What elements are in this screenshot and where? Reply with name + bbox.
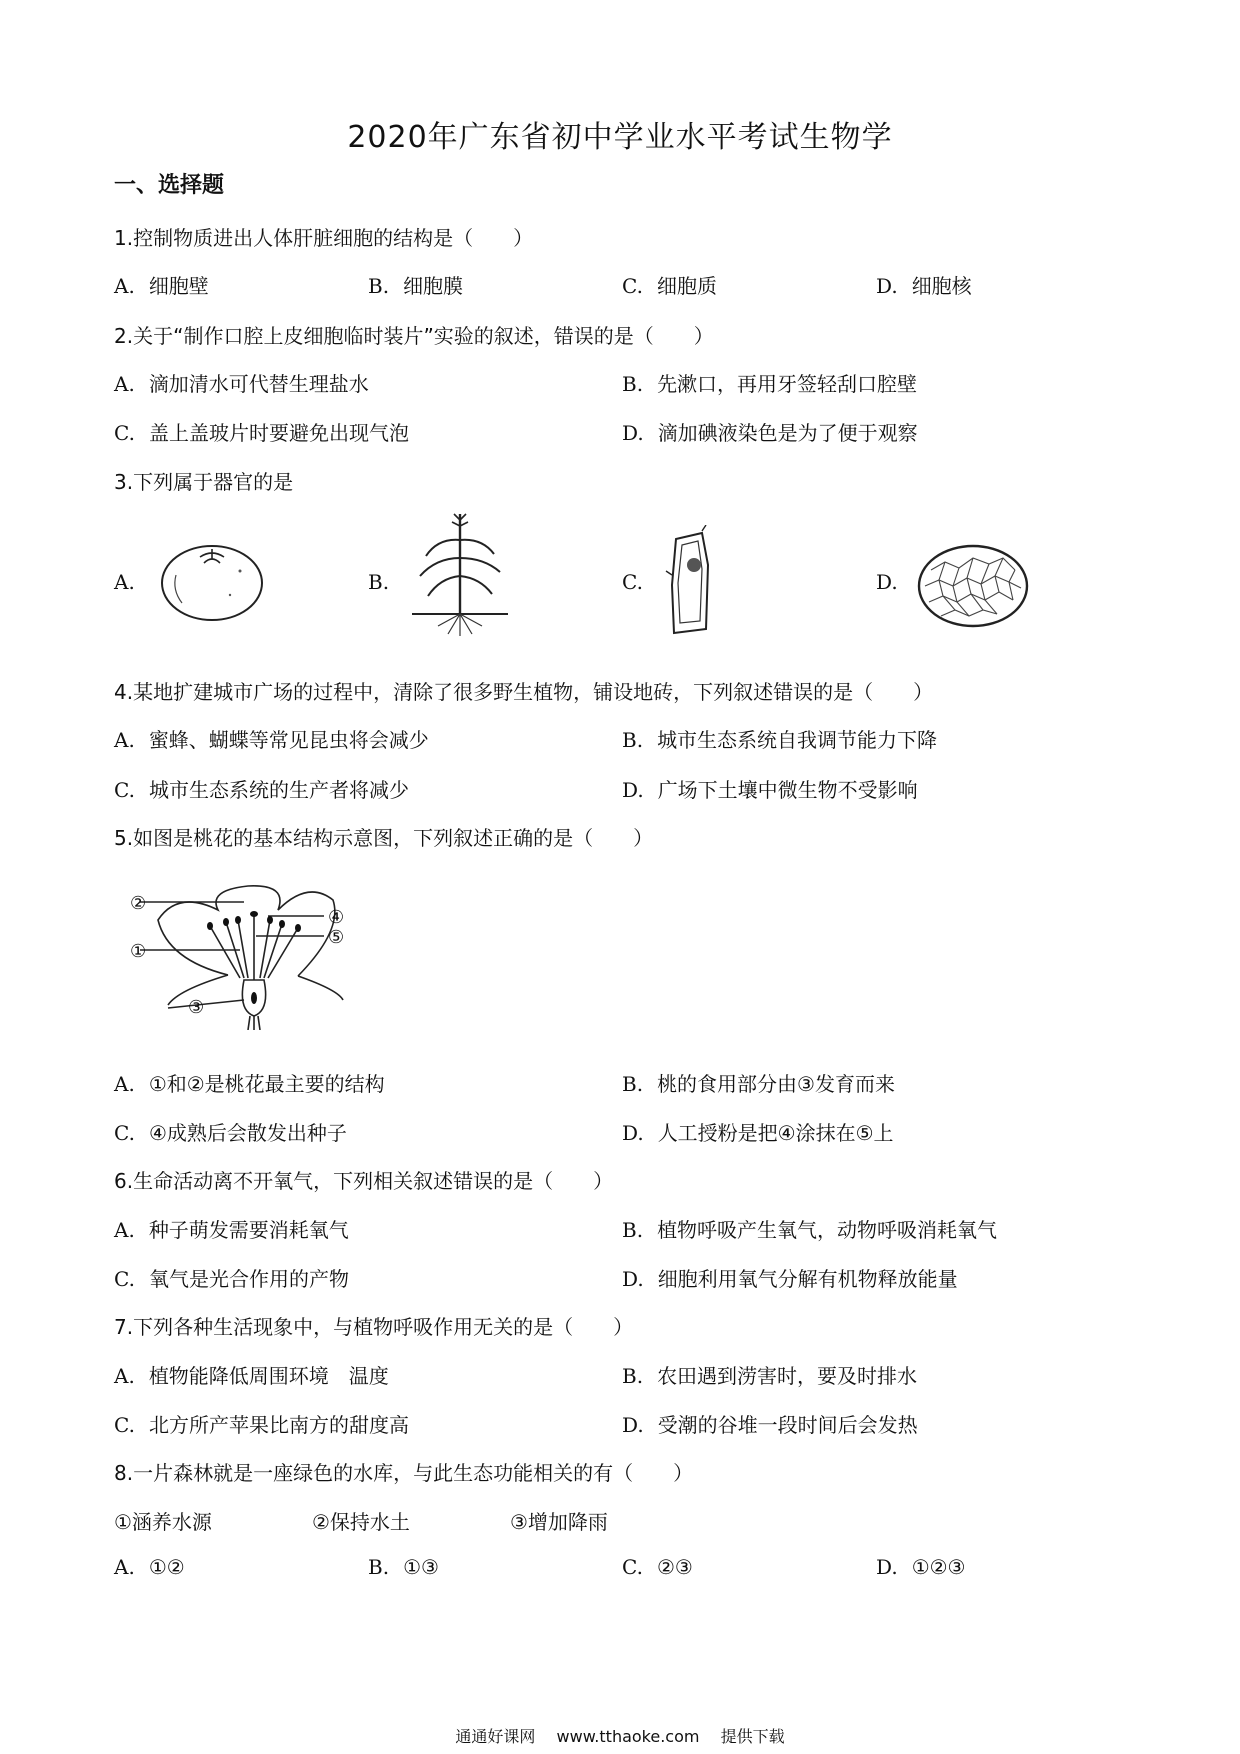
- q2-option-d: D. 滴加碘液染色是为了便于观察: [622, 421, 918, 445]
- question-7-stem: 7.下列各种生活现象中，与植物呼吸作用无关的是（ ）: [114, 1315, 634, 1339]
- q5-option-a: A. ①和②是桃花最主要的结构: [114, 1072, 385, 1096]
- question-3-stem: 3.下列属于器官的是: [114, 470, 294, 494]
- q7-option-d: D. 受潮的谷堆一段时间后会发热: [622, 1413, 918, 1437]
- flower-label-1: ①: [130, 941, 147, 962]
- q8-item-3: ③增加降雨: [510, 1510, 608, 1534]
- q4-option-d: D. 广场下土壤中微生物不受影响: [622, 778, 918, 802]
- question-5-stem: 5.如图是桃花的基本结构示意图，下列叙述正确的是（ ）: [114, 826, 654, 850]
- page-title: 2020年广东省初中学业水平考试生物学: [347, 120, 893, 155]
- q5-option-d: D. 人工授粉是把④涂抹在⑤上: [622, 1121, 894, 1145]
- footer-download-text: 提供下载: [720, 1727, 785, 1746]
- footer-site-name: 通通好课网: [455, 1727, 536, 1746]
- tomato-figure: [158, 535, 268, 625]
- q1-option-b: B. 细胞膜: [368, 274, 464, 298]
- question-1-stem: 1.控制物质进出人体肝脏细胞的结构是（ ）: [114, 226, 534, 250]
- q6-option-d: D. 细胞利用氧气分解有机物释放能量: [622, 1267, 958, 1291]
- q6-option-c: C. 氧气是光合作用的产物: [114, 1267, 349, 1291]
- q2-option-b: B. 先漱口，再用牙签轻刮口腔壁: [622, 372, 918, 396]
- question-4-stem: 4.某地扩建城市广场的过程中，清除了很多野生植物，铺设地砖，下列叙述错误的是（ ）: [114, 680, 934, 704]
- q6-option-b: B. 植物呼吸产生氧气，动物呼吸消耗氧气: [622, 1218, 998, 1242]
- q8-option-c: C. ②③: [622, 1555, 693, 1579]
- q2-option-c: C. 盖上盖玻片时要避免出现气泡: [114, 421, 409, 445]
- q3-option-c: C.: [622, 570, 643, 594]
- flower-label-5: ⑤: [328, 927, 345, 948]
- question-6-stem: 6.生命活动离不开氧气，下列相关叙述错误的是（ ）: [114, 1169, 614, 1193]
- q5-option-b: B. 桃的食用部分由③发育而来: [622, 1072, 895, 1096]
- q2-option-a: A. 滴加清水可代替生理盐水: [114, 372, 369, 396]
- q7-option-a: A. 植物能降低周围环境 温度: [114, 1364, 389, 1388]
- q5-option-c: C. ④成熟后会散发出种子: [114, 1121, 347, 1145]
- question-8-stem: 8.一片森林就是一座绿色的水库，与此生态功能相关的有（ ）: [114, 1461, 694, 1485]
- q1-option-d: D. 细胞核: [876, 274, 972, 298]
- q4-option-b: B. 城市生态系统自我调节能力下降: [622, 728, 938, 752]
- q7-option-c: C. 北方所产苹果比南方的甜度高: [114, 1413, 409, 1437]
- q8-option-a: A. ①②: [114, 1555, 185, 1579]
- q1-option-c: C. 细胞质: [622, 274, 717, 298]
- q8-option-b: B. ①③: [368, 1555, 439, 1579]
- corn-plant-figure: [408, 510, 513, 640]
- q3-option-d: D.: [876, 570, 898, 594]
- footer: [0, 1724, 1240, 1747]
- q3-option-b: B.: [368, 570, 390, 594]
- q1-option-a: A. 细胞壁: [114, 274, 209, 298]
- q3-option-a: A.: [114, 570, 135, 594]
- flower-label-3: ③: [188, 997, 205, 1018]
- cell-figure: [662, 525, 722, 640]
- question-2-stem: 2.关于“制作口腔上皮细胞临时装片”实验的叙述，错误的是（ ）: [114, 324, 714, 348]
- peach-flower-diagram: [128, 880, 378, 1030]
- tissue-figure: [915, 540, 1035, 630]
- section-heading: 一、选择题: [114, 173, 225, 198]
- q4-option-c: C. 城市生态系统的生产者将减少: [114, 778, 409, 802]
- q4-option-a: A. 蜜蜂、蝴蝶等常见昆虫将会减少: [114, 728, 429, 752]
- q6-option-a: A. 种子萌发需要消耗氧气: [114, 1218, 349, 1242]
- q7-option-b: B. 农田遇到涝害时，要及时排水: [622, 1364, 918, 1388]
- flower-label-2: ②: [130, 893, 147, 914]
- q8-option-d: D. ①②③: [876, 1555, 966, 1579]
- q8-item-2: ②保持水土: [312, 1510, 410, 1534]
- footer-url-link[interactable]: www.tthaoke.com: [556, 1727, 700, 1746]
- q8-item-1: ①涵养水源: [114, 1510, 212, 1534]
- flower-label-4: ④: [328, 907, 345, 928]
